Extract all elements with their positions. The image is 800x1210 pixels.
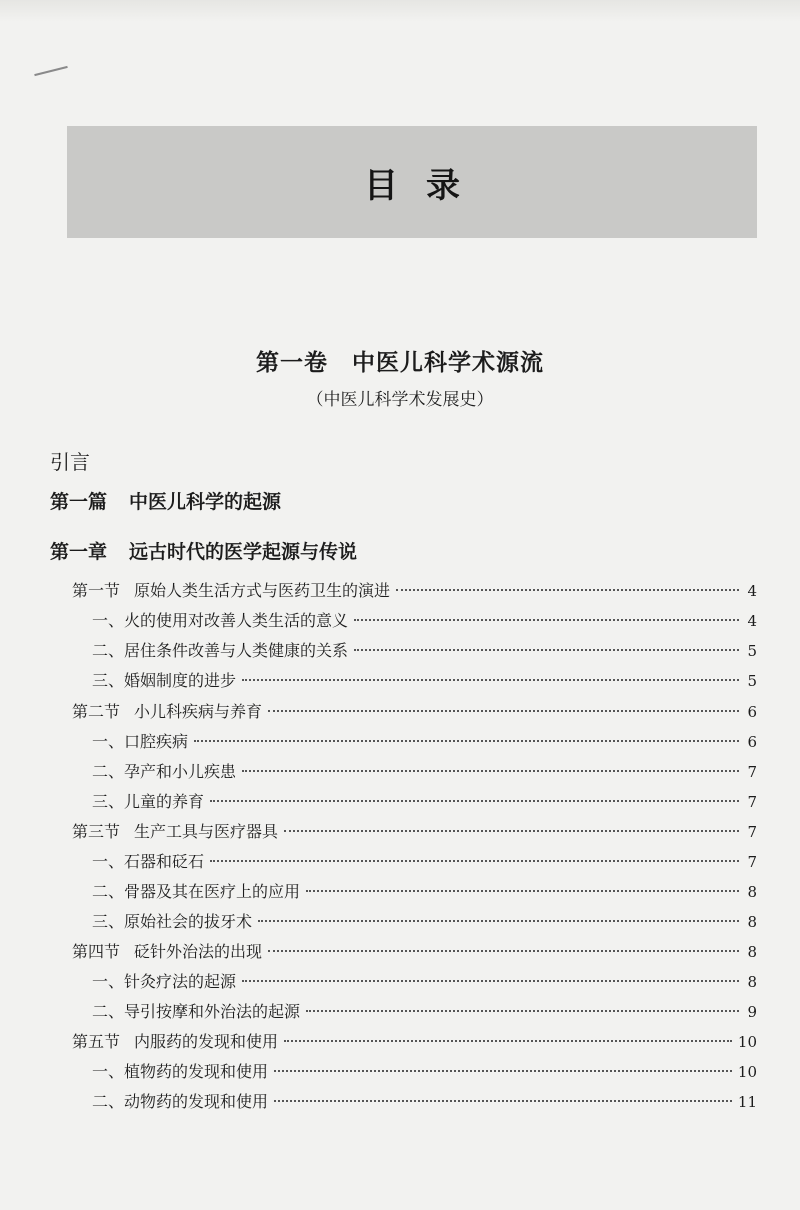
toc-item[interactable] <box>92 1089 757 1117</box>
intro-heading[interactable]: 引言 <box>50 450 90 474</box>
dot-leader <box>306 890 739 892</box>
page-number: 8 <box>747 973 757 991</box>
item-title: 一、石器和砭石 <box>92 852 205 871</box>
dot-leader <box>268 950 739 952</box>
dot-leader <box>242 679 739 681</box>
dot-leader <box>242 980 739 982</box>
item-title: 一、植物药的发现和使用 <box>92 1062 269 1081</box>
dot-leader <box>354 649 739 651</box>
toc-item[interactable] <box>92 879 757 907</box>
section-title: 小儿科疾病与养育 <box>134 702 263 721</box>
dot-leader <box>396 589 739 591</box>
item-title: 一、口腔疾病 <box>92 732 189 751</box>
dot-leader <box>274 1100 732 1102</box>
chapter-title: 远古时代的医学起源与传说 <box>129 541 358 563</box>
item-title: 二、导引按摩和外治法的起源 <box>92 1002 301 1021</box>
dot-leader <box>242 770 739 772</box>
toc-section[interactable] <box>72 1029 757 1057</box>
page-number: 5 <box>747 672 757 690</box>
toc-section[interactable] <box>72 939 757 967</box>
section-title: 砭针外治法的出现 <box>134 942 263 961</box>
page-number: 8 <box>747 913 757 931</box>
page-number: 7 <box>747 853 757 871</box>
toc-section[interactable] <box>72 819 757 847</box>
section-number: 第二节 <box>72 702 121 721</box>
part-title: 中医儿科学的起源 <box>129 491 282 513</box>
part-number: 第一篇 <box>50 491 108 513</box>
item-title: 二、骨器及其在医疗上的应用 <box>92 882 301 901</box>
toc-item[interactable] <box>92 759 757 787</box>
item-title: 二、孕产和小儿疾患 <box>92 762 237 781</box>
volume-title: 第一卷 中医儿科学术源流 <box>256 349 544 376</box>
page-top-edge <box>0 0 800 22</box>
page-number: 7 <box>747 823 757 841</box>
item-title: 一、火的使用对改善人类生活的意义 <box>92 611 349 630</box>
dot-leader <box>210 800 739 802</box>
toc-item[interactable] <box>92 729 757 757</box>
toc-item[interactable] <box>92 638 757 666</box>
toc-item[interactable] <box>92 789 757 817</box>
toc-item[interactable] <box>92 849 757 877</box>
dot-leader <box>284 830 739 832</box>
toc-item[interactable] <box>92 668 757 696</box>
title-band <box>67 126 757 238</box>
page-number: 8 <box>747 883 757 901</box>
dot-leader <box>258 920 739 922</box>
dot-leader <box>306 1010 739 1012</box>
dot-leader <box>274 1070 732 1072</box>
page-number: 9 <box>747 1003 757 1021</box>
section-number: 第四节 <box>72 942 121 961</box>
pen-mark <box>34 66 67 76</box>
item-title: 二、居住条件改善与人类健康的关系 <box>92 641 349 660</box>
page-number: 10 <box>737 1033 757 1051</box>
page-number: 6 <box>747 733 757 751</box>
page-number: 11 <box>737 1093 757 1111</box>
chapter-number: 第一章 <box>50 541 108 563</box>
item-title: 一、针灸疗法的起源 <box>92 972 237 991</box>
page-number: 7 <box>747 763 757 781</box>
toc-section[interactable] <box>72 699 757 727</box>
part-heading[interactable] <box>50 487 281 514</box>
dot-leader <box>284 1040 732 1042</box>
item-title: 三、儿童的养育 <box>92 792 205 811</box>
toc-section[interactable] <box>72 578 757 606</box>
toc-item[interactable] <box>92 969 757 997</box>
section-title: 原始人类生活方式与医药卫生的演进 <box>134 581 391 600</box>
dot-leader <box>194 740 739 742</box>
dot-leader <box>210 860 739 862</box>
page-number: 4 <box>747 612 757 630</box>
chapter-heading[interactable] <box>50 537 357 564</box>
section-title: 生产工具与医疗器具 <box>134 822 279 841</box>
page-number: 7 <box>747 793 757 811</box>
toc-item[interactable] <box>92 999 757 1027</box>
page-number: 6 <box>747 703 757 721</box>
page-title: 目录 <box>364 165 488 206</box>
page-number: 10 <box>737 1063 757 1081</box>
toc-item[interactable] <box>92 608 757 636</box>
toc-item[interactable] <box>92 909 757 937</box>
toc-item[interactable] <box>92 1059 757 1087</box>
section-number: 第一节 <box>72 581 121 600</box>
section-title: 内服药的发现和使用 <box>134 1032 279 1051</box>
item-title: 三、婚姻制度的进步 <box>92 671 237 690</box>
dot-leader <box>268 710 739 712</box>
dot-leader <box>354 619 739 621</box>
page-number: 5 <box>747 642 757 660</box>
item-title: 三、原始社会的拔牙术 <box>92 912 253 931</box>
section-number: 第三节 <box>72 822 121 841</box>
item-title: 二、动物药的发现和使用 <box>92 1092 269 1111</box>
section-number: 第五节 <box>72 1032 121 1051</box>
page-number: 8 <box>747 943 757 961</box>
volume-subtitle: （中医儿科学术发展史） <box>306 390 494 410</box>
page-number: 4 <box>747 582 757 600</box>
